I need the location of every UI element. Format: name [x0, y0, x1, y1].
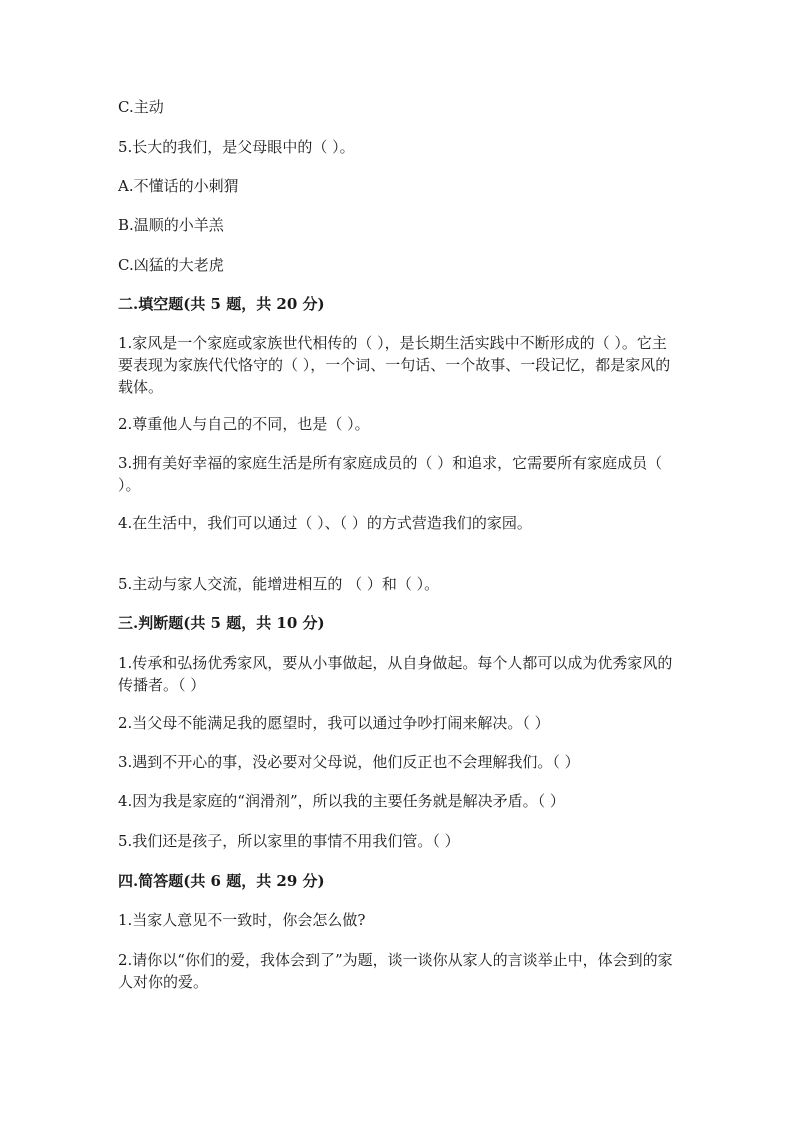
section-3-heading: 三.判断题(共 5 题，共 10 分): [118, 614, 325, 632]
true-false-item-2: 2.当父母不能满足我的愿望时，我可以通过争吵打闹来解决。（ ）: [118, 714, 550, 732]
true-false-item-4: 4.因为我是家庭的“润滑剂”，所以我的主要任务就是解决矛盾。（ ）: [118, 792, 565, 810]
short-answer-item-1: 1.当家人意见不一致时，你会怎么做?: [118, 911, 366, 929]
true-false-item-3: 3.遇到不开心的事，没必要对父母说，他们反正也不会理解我们。（ ）: [118, 753, 580, 771]
section-4-heading: 四.简答题(共 6 题，共 29 分): [118, 872, 325, 890]
fill-blank-item-2: 2.尊重他人与自己的不同，也是（ ）。: [118, 415, 370, 433]
fill-blank-item-1: 1.家风是一个家庭或家族世代相传的（ ），是长期生活实践中不断形成的（ ）。它主要表现为家族代代恪守的（ ），一个词、一句话、一个故事、一段记忆，都是家风的载体。: [118, 334, 671, 396]
question-5-option-c: C.凶猛的大老虎: [118, 256, 224, 274]
section-2-heading: 二.填空题(共 5 题，共 20 分): [118, 295, 325, 313]
short-answer-item-2: 2.请你以“你们的爱，我体会到了”为题，谈一谈你从家人的言谈举止中，体会到的家人对你的爱。: [118, 951, 673, 991]
question-5-stem: 5.长大的我们，是父母眼中的（ ）。: [118, 138, 355, 156]
question-5-option-b: B.温顺的小羊羔: [118, 216, 224, 234]
question-5-option-a: A.不懂话的小刺猬: [118, 177, 239, 195]
true-false-item-5: 5.我们还是孩子，所以家里的事情不用我们管。（ ）: [118, 832, 460, 850]
fill-blank-item-3: 3.拥有美好幸福的家庭生活是所有家庭成员的（ ）和追求，它需要所有家庭成员（ ）。: [118, 454, 663, 494]
fill-blank-item-4: 4.在生活中，我们可以通过（ ）、（ ）的方式营造我们的家园。: [118, 514, 532, 532]
option-c-previous: C.主动: [118, 98, 164, 116]
fill-blank-item-5: 5.主动与家人交流，能增进相互的 （ ）和（ ）。: [118, 575, 440, 593]
true-false-item-1: 1.传承和弘扬优秀家风，要从小事做起，从自身做起。每个人都可以成为优秀家风的传播者。（ ）: [118, 654, 673, 694]
